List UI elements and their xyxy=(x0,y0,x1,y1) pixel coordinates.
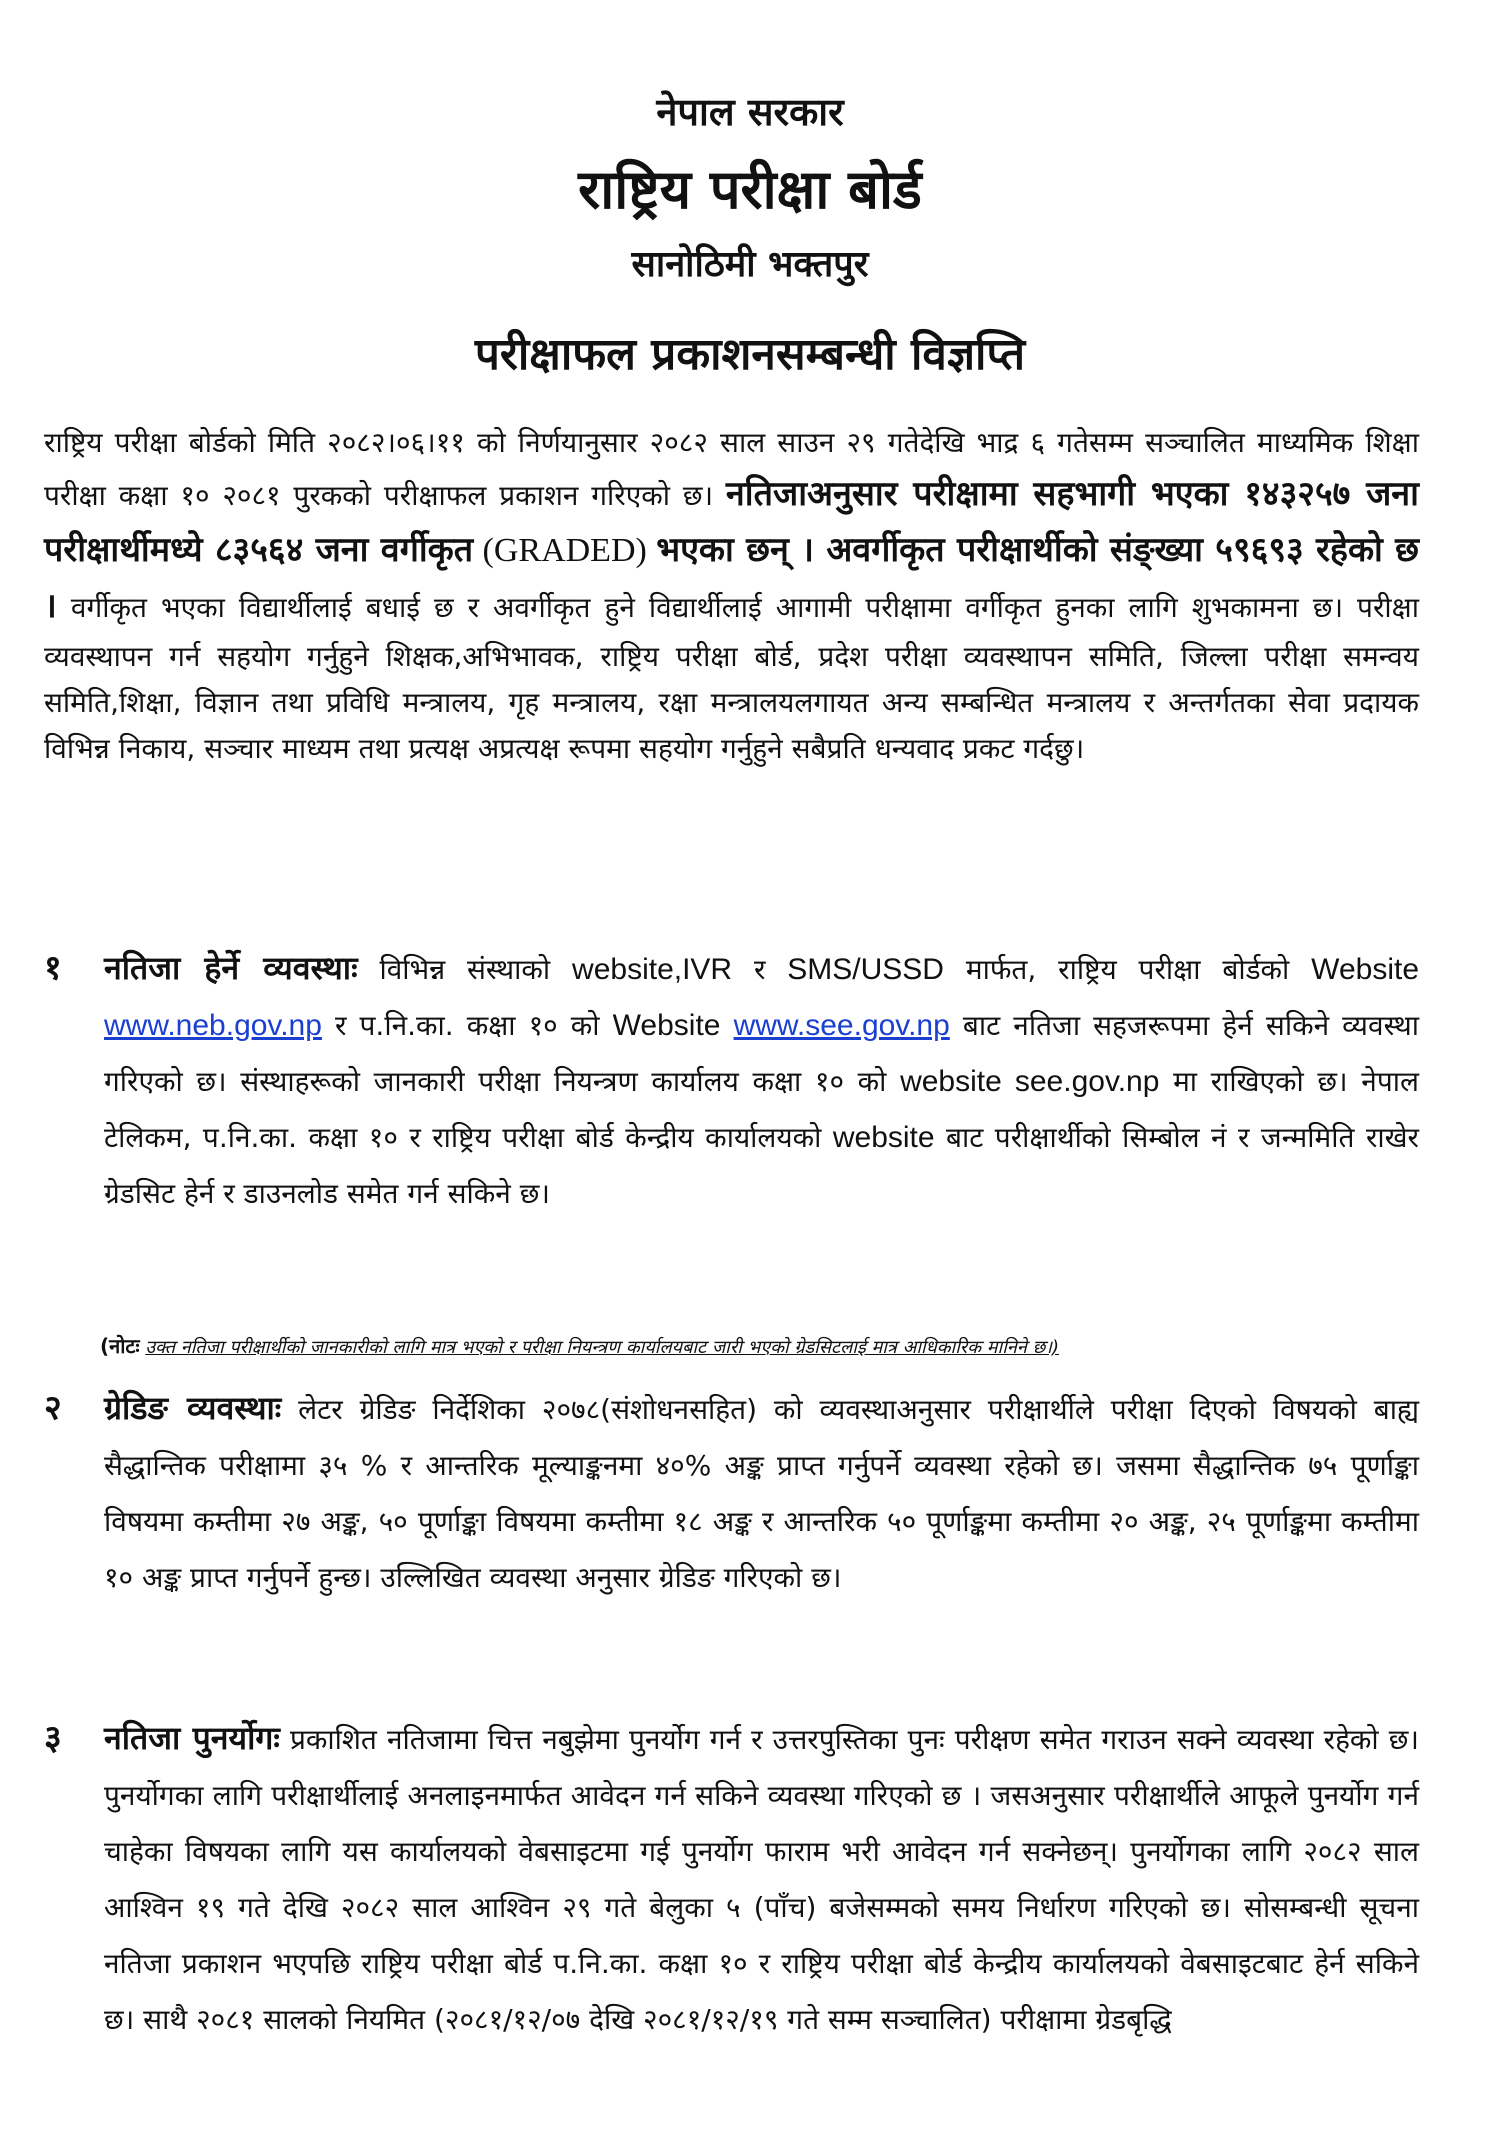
see-website-link[interactable]: www.see.gov.np xyxy=(733,1009,950,1042)
intro-result-summary: नतिजाअनुसार परीक्षामा सहभागी भएका १४३२५७ जना परीक्षार्थीमध्ये ८३५६४ जना वर्गीकृत xyxy=(44,474,1419,570)
section-text: Website xyxy=(612,1009,721,1042)
section-title: ग्रेडिङ व्यवस्थाः xyxy=(104,1389,282,1427)
intro-ungraded-count: भएका छन् । अवर्गीकृत परीक्षार्थीको संङ्ख्या ५९६९३ रहेको छ । xyxy=(44,530,1419,626)
note-text: उक्त नतिजा परीक्षार्थीको जानकारीको लागि मात्र भएको र परीक्षा नियन्त्रण कार्यालयबाट जारी भएको ग्रेडसिटलाई मात्र आधिकारिक मानिने छ।) xyxy=(145,1337,1060,1358)
note xyxy=(100,1332,1420,1359)
section-text: website xyxy=(832,1121,935,1154)
government-heading: नेपाल सरकार xyxy=(656,90,844,134)
location-heading: सानोठिमी भक्तपुर xyxy=(631,244,869,285)
section-result-viewing xyxy=(44,940,1419,1222)
section-text: मार्फत, राष्ट्रिय परीक्षा बोर्डको xyxy=(965,953,1290,986)
section-title: नतिजा पुनर्योगः xyxy=(104,1719,280,1757)
section-number: ३ xyxy=(44,1718,62,1758)
graded-label: (GRADED) xyxy=(482,532,647,569)
section-number: १ xyxy=(44,948,62,988)
board-name-heading: राष्ट्रिय परीक्षा बोर्ड xyxy=(578,158,922,221)
section-text: बाट नतिजा सहजरूपमा हेर्न सकिने व्यवस्था गरिएको छ। संस्थाहरूको जानकारी परीक्षा नियन्त्रण कार्यालय कक्षा १० को xyxy=(104,1009,1420,1098)
notice-title: परीक्षाफल प्रकाशनसम्बन्धी विज्ञप्ति xyxy=(474,329,1026,380)
section-grading xyxy=(44,1380,1419,1606)
section-text: website,IVR xyxy=(572,953,733,986)
section-title: नतिजा हेर्ने व्यवस्थाः xyxy=(104,949,358,987)
intro-paragraph xyxy=(44,420,1419,772)
section-text: Website xyxy=(1311,953,1419,986)
intro-thanks-text: वर्गीकृत भएका विद्यार्थीलाई बधाई छ र अवर्गीकृत हुने विद्यार्थीलाई आगामी परीक्षामा वर्गीकृत हुनका लागि शुभकामना छ। परीक्षा व्यवस्थापन गर्न सहयोग गर्नुहुने शिक्षक,अभिभावक, राष्ट्रिय परीक्षा बोर्ड, प्रदेश परीक्षा व्यवस्थापन समिति, जिल्ला परीक्षा समन्वय समिति,शिक्षा, विज्ञान तथा प्रविधि मन्त्रालय, गृह मन्त्रालय, रक्षा मन्त्रालयलगायत अन्य सम्बन्धित मन्त्रालय र अन्तर्गतका सेवा प्रदायक विभिन्न निकाय, सञ्चार माध्यम तथा प्रत्यक्ष अप्रत्यक्ष रूपमा सहयोग गर्नुहुने सबैप्रति धन्यवाद प्रकट गर्दछु। xyxy=(44,591,1419,765)
section-retotaling xyxy=(44,1710,1419,2048)
section-text: प्रकाशित नतिजामा चित्त नबुझेमा पुनर्योग गर्न र उत्तरपुस्तिका पुनः परीक्षण समेत गराउन सक्ने व्यवस्था रहेको छ। पुनर्योगका लागि परीक्षार्थीलाई अनलाइनमार्फत आवेदन गर्न सकिने व्यवस्था गरिएको छ । जसअनुसार परीक्षार्थीले आफूले पुनर्योग गर्न चाहेका विषयका लागि यस कार्यालयको वेबसाइटमा गई पुनर्योग फाराम भरी आवेदन गर्न सक्नेछन्। पुनर्योगका लागि २०८२ साल आश्विन १९ गते देखि २०८२ साल आश्विन २९ गते बेलुका ५ (पाँच) बजेसम्मको समय निर्धारण गरिएको छ। सोसम्बन्धी सूचना नतिजा प्रकाशन भएपछि राष्ट्रिय परीक्षा बोर्ड प.नि.का. कक्षा १० र राष्ट्रिय परीक्षा बोर्ड केन्द्रीय कार्यालयको वेबसाइटबाट हेर्न सकिने छ। साथै २०८१ सालको नियमित (२०८१/१२/०७ देखि २०८१/१२/१९ गते सम्म सञ्चालित) परीक्षामा ग्रेडबृद्धि xyxy=(104,1723,1419,2036)
section-text: लेटर ग्रेडिङ निर्देशिका २०७८(संशोधनसहित) को व्यवस्थाअनुसार परीक्षार्थीले परीक्षा दिएको विषयको बाह्य सैद्धान्तिक परीक्षामा ३५ % र आन्तरिक मूल्याङ्कनमा ४०% अङ्क प्राप्त गर्नुपर्ने व्यवस्था रहेको छ। जसमा सैद्धान्तिक ७५ पूर्णाङ्का विषयमा कम्तीमा २७ अङ्क, ५० पूर्णाङ्का विषयमा कम्तीमा १८ अङ्क र आन्तरिक ५० पूर्णाङ्कमा कम्तीमा २० अङ्क, २५ पूर्णाङ्कमा कम्तीमा १० अङ्क प्राप्त गर्नुपर्ने हुन्छ। उल्लिखित व्यवस्था अनुसार ग्रेडिङ गरिएको छ। xyxy=(104,1393,1420,1594)
intro-text: राष्ट्रिय परीक्षा बोर्डको मिति २०८२।०६।११ को निर्णयानुसार २०८२ साल साउन २९ गतेदेखि भाद्र ६ गतेसम्म सञ्चालित माध्यमिक शिक्षा परीक्षा कक्षा १० २०८१ पुरकको परीक्षाफल प्रकाशन गरिएको छ। xyxy=(44,426,1419,512)
section-text: र xyxy=(753,953,766,986)
section-text: SMS/USSD xyxy=(787,953,944,986)
section-number: २ xyxy=(44,1388,62,1428)
section-text: बाट परीक्षार्थीको सिम्बोल नं र जन्ममिति राखेर ग्रेडसिट हेर्न र डाउनलोड समेत गर्न सकिने छ। xyxy=(104,1121,1419,1210)
section-text: विभिन्न संस्थाको xyxy=(379,953,551,986)
note-label: (नोटः xyxy=(100,1334,140,1358)
section-text: र प.नि.का. कक्षा १० को xyxy=(335,1009,600,1042)
section-text: मा राखिएको छ। नेपाल टेलिकम, प.नि.का. कक्षा १० र राष्ट्रिय परीक्षा बोर्ड केन्द्रीय कार्यालयको xyxy=(104,1065,1419,1154)
neb-website-link[interactable]: www.neb.gov.np xyxy=(104,1009,322,1042)
section-text: website see.gov.np xyxy=(900,1065,1160,1098)
